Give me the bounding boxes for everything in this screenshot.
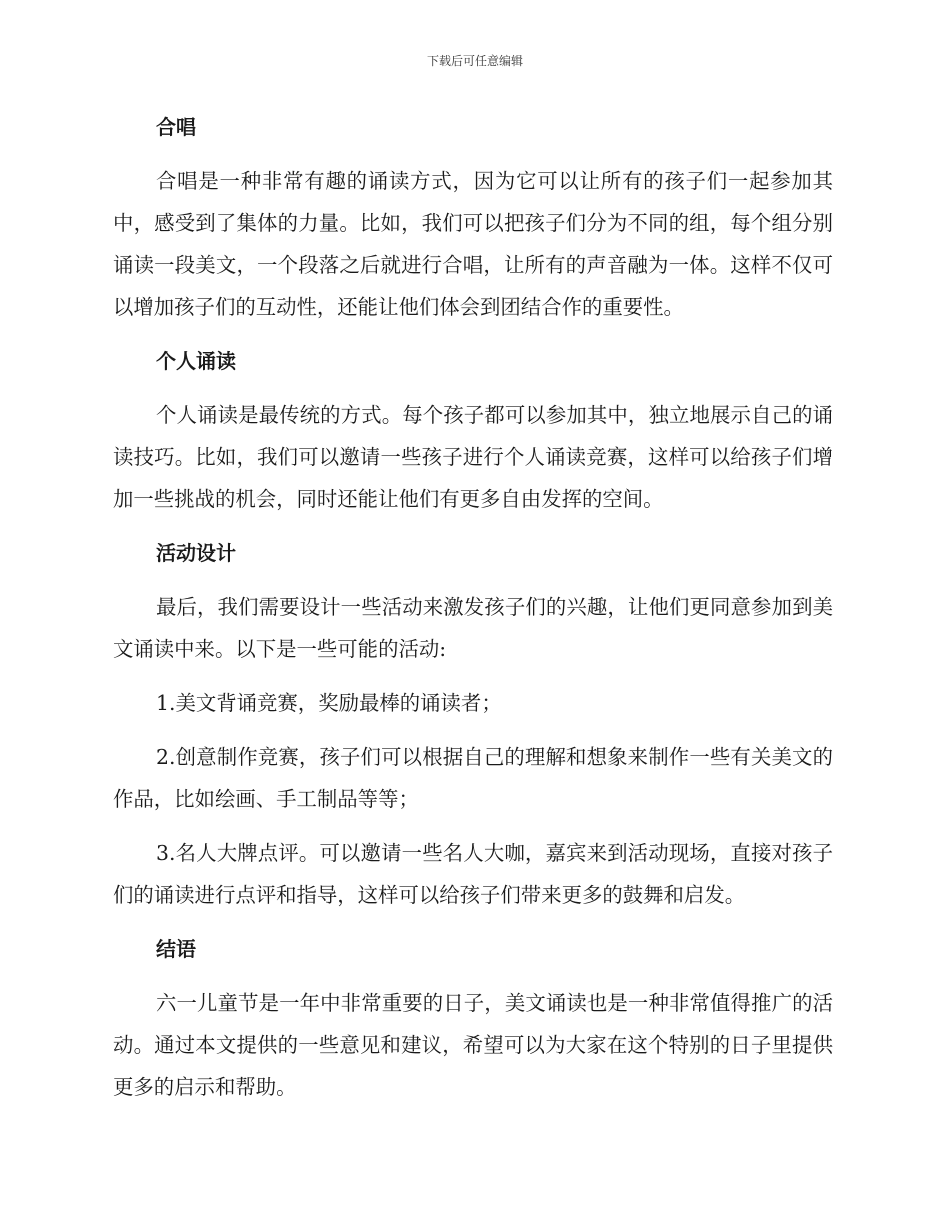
section-heading-activity-design: 活动设计 [156, 541, 236, 565]
paragraph-conclusion: 六一儿童节是一年中非常重要的日子，美文诵读也是一种非常值得推广的活动。通过本文提供的一些意见和建议，希望可以为大家在这个特别的日子里提供更多的启示和帮助。 [113, 991, 833, 1099]
paragraph-activity-intro: 最后，我们需要设计一些活动来激发孩子们的兴趣，让他们更同意参加到美文诵读中来。以下是一些可能的活动: [113, 595, 833, 661]
list-item-activity-3: 3.名人大牌点评。可以邀请一些名人大咖，嘉宾来到活动现场，直接对孩子们的诵读进行点评和指导，这样可以给孩子们带来更多的鼓舞和启发。 [113, 841, 833, 907]
section-heading-conclusion: 结语 [156, 937, 196, 961]
list-item-activity-1: 1.美文背诵竞赛，奖励最棒的诵读者； [156, 691, 502, 715]
list-item-activity-2: 2.创意制作竞赛，孩子们可以根据自己的理解和想象来制作一些有关美文的作品，比如绘画、手工制品等等； [113, 745, 833, 811]
document-body [113, 106, 833, 1108]
page-header: 下载后可任意编辑 [426, 54, 523, 68]
paragraph-solo-reading: 个人诵读是最传统的方式。每个孩子都可以参加其中，独立地展示自己的诵读技巧。比如，我们可以邀请一些孩子进行个人诵读竞赛，这样可以给孩子们增加一些挑战的机会，同时还能让他们有更多自由发挥的空间。 [113, 403, 833, 511]
section-heading-chorus: 合唱 [156, 115, 196, 139]
paragraph-chorus: 合唱是一种非常有趣的诵读方式，因为它可以让所有的孩子们一起参加其中，感受到了集体的力量。比如，我们可以把孩子们分为不同的组，每个组分别诵读一段美文，一个段落之后就进行合唱，让所有的声音融为一体。这样不仅可以增加孩子们的互动性，还能让他们体会到团结合作的重要性。 [113, 169, 833, 319]
section-heading-solo-reading: 个人诵读 [156, 349, 236, 373]
